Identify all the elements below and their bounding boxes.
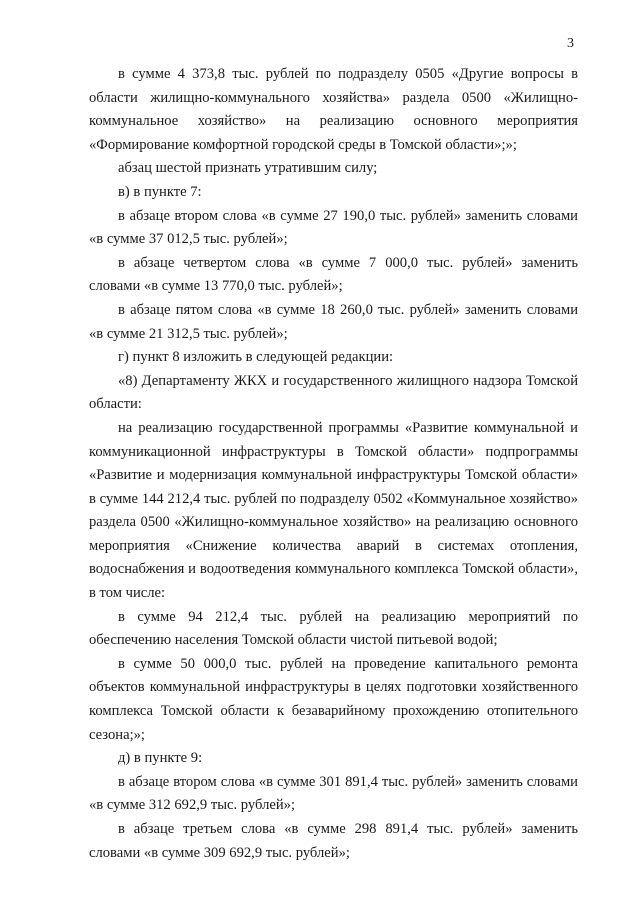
paragraph: в абзаце втором слова «в сумме 27 190,0 тыс. рублей» заменить словами «в сумме 37 012,5 тыс. рублей»; — [89, 207, 578, 248]
paragraph: в абзаце третьем слова «в сумме 298 891,4 тыс. рублей» заменить словами «в сумме 309 692,9 тыс. рублей»; — [89, 821, 578, 861]
paragraph: «8) Департаменту ЖКХ и государственного жилищного надзора Томской области: — [89, 372, 578, 413]
paragraph: в сумме 4 373,8 тыс. рублей по подразделу 0505 «Другие вопросы в области жилищно-коммунального хозяйства» раздела 0500 «Жилищно-коммунальное хозяйство» на реализацию основного мероприятия «Формирование комфортной городской среды в Томской области»;»; — [89, 66, 578, 153]
paragraph: абзац шестой признать утратившим силу; — [118, 160, 378, 177]
paragraph: в абзаце втором слова «в сумме 301 891,4 тыс. рублей» заменить словами «в сумме 312 692,9 тыс. рублей»; — [89, 773, 578, 814]
paragraph: в) в пункте 7: — [118, 183, 202, 200]
paragraph: на реализацию государственной программы «Развитие коммунальной и коммуникационной инфраструктуры в Томской области» подпрограммы «Развитие и модернизация коммунальной инфраструктуры Томской области» в сумме 144 212,4 тыс. рублей по подразделу 0502 «Коммунальное хозяйство» раздела 0500 «Жилищно-коммунальное хозяйство» на реализацию основного мероприятия «Снижение количества аварий в системах отопления, водоснабжения и водоотведения коммунального комплекса Томской области», в том числе: — [89, 419, 578, 602]
paragraph: г) пункт 8 изложить в следующей редакции: — [118, 349, 394, 366]
paragraph: в абзаце пятом слова «в сумме 18 260,0 тыс. рублей» заменить словами «в сумме 21 312,5 тыс. рублей»; — [89, 301, 578, 342]
document-body — [89, 63, 578, 865]
paragraph: д) в пункте 9: — [118, 750, 203, 767]
paragraph: в сумме 50 000,0 тыс. рублей на проведение капитального ремонта объектов коммунальной инфраструктуры в целях подготовки хозяйственного комплекса Томской области к безаварийному прохождению отопительного сезона;»; — [89, 655, 578, 743]
page-number: 3 — [567, 36, 574, 51]
paragraph: в абзаце четвертом слова «в сумме 7 000,0 тыс. рублей» заменить словами «в сумме 13 770,0 тыс. рублей»; — [89, 254, 578, 295]
paragraph: в сумме 94 212,4 тыс. рублей на реализацию мероприятий по обеспечению населения Томской области чистой питьевой водой; — [89, 608, 578, 649]
